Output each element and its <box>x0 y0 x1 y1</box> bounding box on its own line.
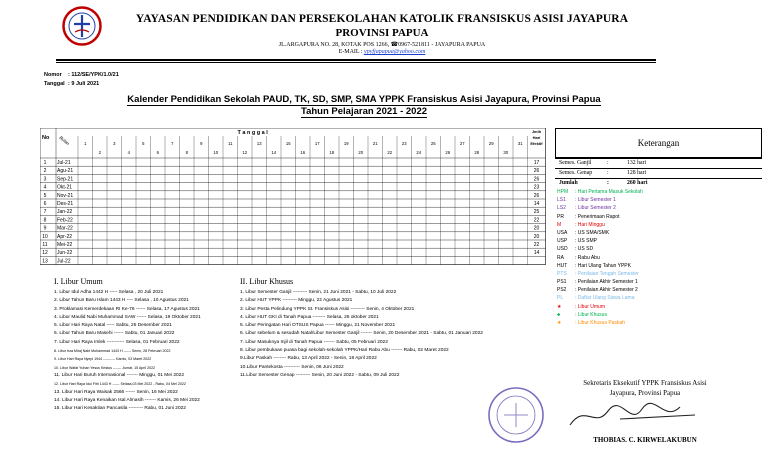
day-number: 29 <box>488 141 494 146</box>
day-number: 11 <box>228 141 233 146</box>
day-number: 8 <box>185 150 188 155</box>
organization-address: JL.ARGAPURA NO. 28, KOTAK POS 1266, ☎0967-521811 - JAYAPURA PAPUA <box>278 42 486 48</box>
month-number: 3 <box>43 176 47 183</box>
legend-description: : US SD <box>575 246 594 253</box>
day-number: 25 <box>430 141 436 146</box>
effective-days-total: 20 <box>533 233 540 240</box>
calendar-total-header: Jmlh <box>531 129 542 134</box>
legend-description: : Penilaian Tengah Semester <box>575 270 639 277</box>
nomor-label: Nomor <box>44 72 62 78</box>
calendar-frame <box>40 128 546 265</box>
legend-description: : Libur Umum <box>575 303 606 310</box>
summary-label: Semes. Ganjil <box>559 160 592 166</box>
legend-description: : US SMA/SMK <box>575 229 610 236</box>
libur-umum-item: 2. Libur Tahun Baru Islam 1443 H ---- Selasa , 10 Agustus 2021 <box>54 298 189 304</box>
month-number: 7 <box>43 209 47 216</box>
legend-description: : Penilaian Akhir Semester 1 <box>575 279 638 286</box>
month-number: 9 <box>43 225 47 232</box>
libur-umum-item: 1. Libur Idul Adha 1442 H ----- Selasa , 20 Juli 2021 <box>54 290 164 295</box>
month-number: 1 <box>43 160 47 166</box>
libur-khusus-item: 10.Libur Pantekosta ---------- Senin, 06 Juni 2022 <box>240 364 344 370</box>
legend-description: : US SMP <box>575 238 597 245</box>
calendar-no-header: No <box>42 135 50 141</box>
legend-code: PS1 <box>557 279 567 286</box>
libur-khusus-heading: II. Libur Khusus <box>240 277 294 286</box>
libur-umum-item: 4. Libur Maulid Nabi Muhammad SAW ------ Selasa, 19 Oktober 2021 <box>54 314 201 320</box>
legend-item <box>555 262 762 270</box>
legend-item <box>555 286 762 294</box>
month-label: Sep-21 <box>57 176 74 183</box>
handwritten-signature <box>560 399 710 433</box>
libur-khusus-item: 6. Libur sebelum & sesudah Natal/Libur Semester Ganjil ------- Senin, 20 Desember 2021 - Sabtu, 01 Januari 2022 <box>240 331 483 337</box>
libur-umum-item: 9. Libur Hari Raya Nyepi 1944 ---------- Kamis, 03 Maret 2022 <box>54 357 152 362</box>
summary-label: Semes. Genap <box>559 170 593 176</box>
day-number: 28 <box>474 150 480 155</box>
effective-days-total: 25 <box>533 209 540 216</box>
legend-item <box>555 237 762 245</box>
effective-days-total: 14 <box>533 250 540 257</box>
day-number: 30 <box>503 150 509 155</box>
document-subtitle-text: Tahun Pelajaran 2021 - 2022 <box>300 106 428 117</box>
libur-khusus-list <box>240 289 483 380</box>
libur-khusus-item: 8. Libur pembukaan puasa bagi sekolah-sekolah YPPK/Hari Rabu Abu ------- Rabu, 02 Maret 2022 <box>240 348 449 354</box>
libur-umum-item: 11. Libur Hari Buruh Internasional ------- Minggu, 01 Mei 2022 <box>54 372 185 378</box>
legend-item <box>555 229 762 237</box>
legend-description: : Libur Khusus <box>575 311 607 318</box>
day-number: 19 <box>343 141 349 146</box>
libur-umum-item: 12. Libur Hari Raya Idul Fitri 1443 H ------ Selasa,03 Mei 2022 - Rabu, 04 Mei 2022 <box>54 382 186 387</box>
organization-name: YAYASAN PENDIDIKAN DAN PERSEKOLAHAN KATOLIK FRANSISKUS ASISI JAYAPURA <box>135 13 629 25</box>
summary-label: Jumlah <box>559 180 578 186</box>
keterangan-title: Keterangan <box>555 128 762 158</box>
month-number: 5 <box>43 192 47 199</box>
libur-khusus-item: 5. Libur Peringatan Hari OTSUS Papua ------ Minggu, 21 November 2021 <box>240 323 396 329</box>
month-label: Des-21 <box>57 201 74 207</box>
libur-umum-item: 5. Libur Hari Raya Natal ----- Sabtu, 25 Desember 2021 <box>54 323 172 329</box>
day-number: 7 <box>171 141 174 146</box>
day-number: 21 <box>372 141 378 146</box>
legend-description: : Hari Pertama Masuk Sekolah <box>575 189 643 195</box>
legend-item <box>555 303 762 311</box>
day-number: 27 <box>459 141 465 146</box>
effective-days-total: 22 <box>533 217 540 224</box>
day-number: 18 <box>329 150 335 155</box>
summary-row <box>555 158 762 168</box>
calendar-bulan-header: Bulan <box>58 134 71 147</box>
month-label: Jun-22 <box>57 250 73 257</box>
month-label: Jan-22 <box>57 209 73 216</box>
legend-description: : Penerimaan Rapot <box>575 213 620 220</box>
day-number: 3 <box>113 141 116 146</box>
month-label: Feb-22 <box>57 217 73 224</box>
month-label: Okt-21 <box>57 184 73 191</box>
legend-code: HPM <box>557 189 569 195</box>
province-name: PROVINSI PAPUA <box>335 27 429 39</box>
legend-item <box>555 254 762 262</box>
libur-khusus-item: 4. Libur HUT GKI di Tanah Papua -------- Selasa, 26 oktober 2021 <box>240 314 379 320</box>
legend-code: LS2 <box>557 205 566 212</box>
email-link[interactable]: ypyfjapapua@yahoo.com <box>364 49 426 55</box>
letterhead-rule <box>56 59 656 61</box>
summary-value: 132 hari <box>627 160 647 166</box>
libur-khusus-item: 3. Libur Pesta Pelindung YPPK St. Fransiskus Asisi --------- Senin, 4 Oktober 2021 <box>240 306 415 312</box>
tanggal-label: Tanggal <box>44 81 65 87</box>
document-subtitle <box>44 106 684 117</box>
legend-item <box>555 319 762 327</box>
day-number: 2 <box>98 150 101 155</box>
day-number: 9 <box>200 141 203 146</box>
libur-umum-item: 15. Libur Hari Kesaktian Pancasila --------- Rabu, 01 Juni 2022 <box>54 406 186 412</box>
legend-code: ★ <box>557 303 562 310</box>
legend-item <box>555 213 762 221</box>
libur-umum-item: 10. Libur Wafat Yuhan Yesus Kristus ------- Jumat, 15 April 2022 <box>54 365 156 370</box>
month-number: 4 <box>43 184 47 191</box>
effective-days-total: 26 <box>533 168 540 175</box>
libur-umum-item: 6. Libur Tahun Baru Masehi ------ Sabtu, 01 Januari 2022 <box>54 331 175 337</box>
day-number: 22 <box>387 150 393 155</box>
month-label: Mar-22 <box>57 225 73 232</box>
libur-umum-item: 14. Libur Hari Raya Kenaikan Isal Almasih ------- Kamis, 26 Mei 2022 <box>54 397 200 403</box>
month-label: Agu-21 <box>57 168 74 175</box>
day-number: 12 <box>242 150 248 155</box>
signatory-name: THOBIAS. C. KIRWELAKUBUN <box>593 436 697 444</box>
signature-title: Sekretaris Eksekutif YPPK Fransiskus Asisi <box>583 379 707 387</box>
summary-sep: : <box>607 160 609 166</box>
libur-khusus-item: 2. Libur HUT YPPK --------- Minggu, 22 Agustus 2021 <box>240 298 353 304</box>
legend-description: : Penilaian Akhir Semester 2 <box>575 287 638 294</box>
libur-umum-item: 8. Libur Isra Miraj Nabi Muhammad 1443 H ------ Senin, 28 Februari 2022 <box>54 349 171 354</box>
legend-item <box>555 188 762 196</box>
day-number: 24 <box>416 150 422 155</box>
legend-item <box>555 245 762 253</box>
day-number: 6 <box>156 150 159 155</box>
day-number: 5 <box>142 141 145 146</box>
month-label: Jul-21 <box>57 160 71 166</box>
legend-code: M <box>557 221 562 228</box>
libur-khusus-item: 7. Libur Masuknya Injil di Tanah Papua ------- Sabtu, 05 Februari 2022 <box>240 339 388 345</box>
tanggal-line <box>44 81 99 87</box>
legend-item <box>555 278 762 286</box>
libur-khusus-item: 1. Libur Semester Ganjil --------- Senin, 21 Juni 2021 - Sabtu, 10 Juli 2022 <box>240 290 397 295</box>
day-number: 31 <box>517 141 523 146</box>
legend-code: USP <box>557 238 568 245</box>
summary-row <box>555 178 762 188</box>
month-number: 13 <box>42 258 48 265</box>
libur-umum-item: 7. Libur Hari Raya Imlek ----------- Selasa, 01 Februari 2022 <box>54 339 180 345</box>
calendar-tanggal-header: T a n g g a l <box>237 130 268 136</box>
day-number: 26 <box>445 150 451 155</box>
day-number: 16 <box>300 150 306 155</box>
legend-code: LS1 <box>557 197 566 204</box>
day-number: 23 <box>401 141 407 146</box>
document-title <box>44 94 684 105</box>
legend-item <box>555 311 762 319</box>
month-number: 2 <box>43 168 47 175</box>
official-stamp <box>486 385 546 445</box>
day-number: 17 <box>314 141 320 146</box>
month-number: 10 <box>42 233 48 240</box>
month-number: 8 <box>43 217 47 224</box>
effective-days-total: 26 <box>533 176 540 183</box>
legend-item <box>555 221 762 229</box>
signature-region: Jayapura, Provinsi Papua <box>609 389 681 397</box>
legend-item <box>555 294 762 302</box>
day-number: 15 <box>285 141 291 146</box>
summary-sep: : <box>607 170 609 176</box>
legend-description: : Hari Ulang Tahun YPPK <box>575 262 631 269</box>
legend-item <box>555 204 762 212</box>
legend-description: : Hari Minggu <box>575 221 605 228</box>
calendar-table <box>40 128 552 269</box>
month-number: 11 <box>42 242 48 248</box>
summary-sep: : <box>607 180 609 186</box>
summary-value: 128 hari <box>627 170 647 176</box>
calendar-total-header: Hari <box>532 135 541 140</box>
foundation-logo <box>62 6 102 46</box>
month-label: Mei-22 <box>57 242 73 248</box>
nomor-value: : 112/SE/YPK/1.0/21 <box>68 72 119 78</box>
organization-email-line <box>112 49 652 55</box>
legend-code: PR <box>557 213 564 220</box>
effective-days-total: 17 <box>533 160 540 166</box>
nomor-line <box>44 72 119 78</box>
legend-description: : Rabu Abu <box>575 254 600 261</box>
libur-umum-heading: I. Libur Umum <box>54 277 103 286</box>
libur-umum-item: 3. Proklamasi Kemerdekaan RI Ke-76 ------ Selasa, 17 Agustus 2021 <box>54 306 200 312</box>
legend-code: USD <box>557 246 568 253</box>
keterangan-panel <box>555 128 762 327</box>
legend-description: : Libur Khusus Paskah <box>575 320 626 326</box>
keterangan-items <box>555 188 762 327</box>
day-number: 20 <box>358 150 364 155</box>
legend-description: : Libur Semester 1 <box>575 197 616 204</box>
summary-value: 260 hari <box>627 180 648 186</box>
libur-umum-list <box>54 289 201 413</box>
legend-item <box>555 270 762 278</box>
legend-code: HUT <box>557 262 568 269</box>
summary-row <box>555 168 762 178</box>
legend-code: RA <box>557 254 564 261</box>
legend-code: ♣ <box>557 311 561 318</box>
legend-code: PS2 <box>557 287 567 294</box>
legend-item <box>555 196 762 204</box>
day-number: 10 <box>213 150 219 155</box>
tanggal-value: : 9 Juli 2021 <box>68 81 100 87</box>
month-label: Nov-21 <box>57 192 74 199</box>
legend-code: PTS <box>557 270 567 277</box>
libur-khusus-item: 9.Libur Paskah -------- Rabu, 13 April 2022 - Senin, 18 April 2022 <box>240 356 377 362</box>
day-number: 4 <box>127 150 130 155</box>
libur-umum-item: 13. Libur Hari Raya Waisak 2566 ------ Senin, 16 Mei 2022 <box>54 389 178 395</box>
keterangan-summary <box>555 158 762 188</box>
month-label: Apr-22 <box>57 233 73 240</box>
email-label: E-MAIL : <box>338 49 363 55</box>
month-label: Jul-22 <box>57 258 71 265</box>
calendar-grid <box>40 128 552 269</box>
effective-days-total: 23 <box>533 184 540 191</box>
libur-khusus-item: 11.Libur Semester Genap --------- Senin, 20 Juni 2022 - Sabtu, 09 Juli 2022 <box>240 372 400 378</box>
effective-days-total: 20 <box>533 225 540 232</box>
legend-code: ★ <box>557 320 562 326</box>
effective-days-total: 22 <box>533 242 540 248</box>
month-number: 6 <box>43 201 47 207</box>
legend-description: : Libur Semester 2 <box>575 205 616 212</box>
day-number: 14 <box>271 150 277 155</box>
effective-days-total: 26 <box>533 192 540 199</box>
legend-description: : Daftar Ulang Siswa Lama <box>575 295 635 302</box>
document-title-text: Kalender Pendidikan Sekolah PAUD, TK, SD, SMP, SMA YPPK Fransiskus Asisi Jayapura, Provinsi Papua <box>127 94 601 105</box>
day-number: 13 <box>256 141 262 146</box>
calendar-total-header: Efektif <box>530 141 543 146</box>
legend-code: USA <box>557 229 568 236</box>
day-number: 1 <box>84 141 87 146</box>
effective-days-total: 14 <box>533 201 540 207</box>
letterhead-rule-thin <box>56 62 656 63</box>
legend-code: PL <box>557 295 564 302</box>
month-number: 12 <box>42 250 48 257</box>
